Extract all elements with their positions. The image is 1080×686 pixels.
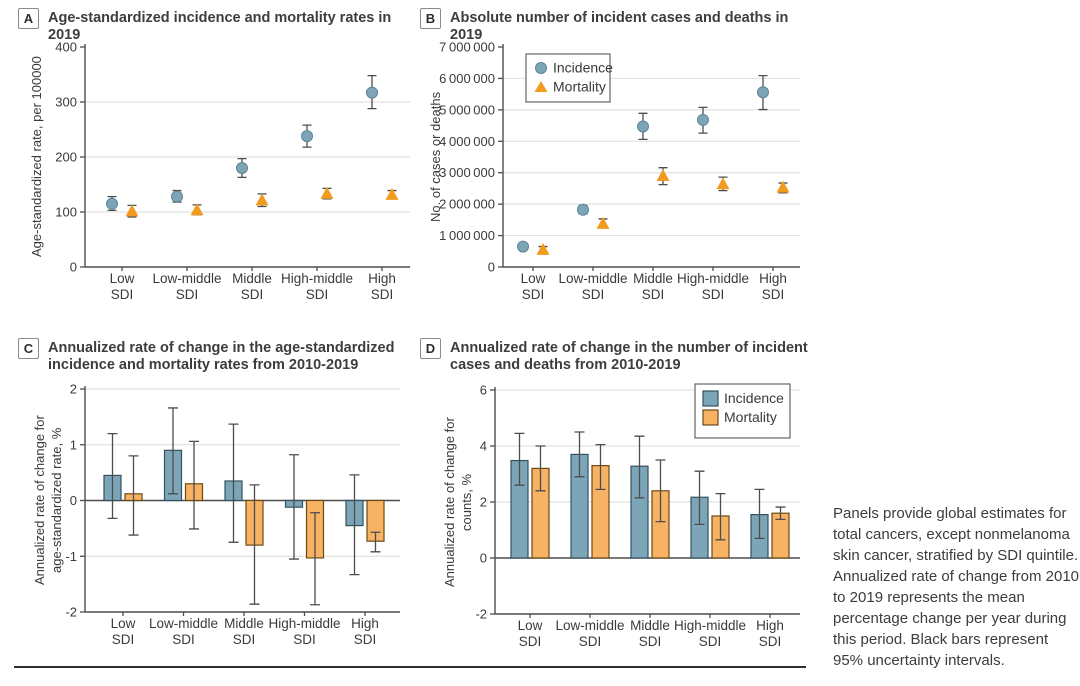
- incidence-marker: [237, 163, 248, 174]
- category-label: High-middle: [268, 616, 341, 631]
- category-label: Low-middle: [555, 618, 625, 633]
- panel-c-header: [18, 338, 420, 373]
- y-tick-label: -2: [65, 604, 77, 620]
- panel-c: [18, 338, 420, 654]
- y-tick-label: 6 000 000: [439, 70, 495, 86]
- y-tick-label: -2: [475, 606, 487, 622]
- panel-b-label: B: [420, 8, 441, 29]
- legend-incidence-icon: [703, 391, 718, 406]
- mortality-marker: [321, 187, 334, 199]
- panel-b: [420, 8, 822, 310]
- category-label: Middle: [232, 271, 272, 286]
- panel-c-label: C: [18, 338, 39, 359]
- category-label: High-middle: [673, 618, 747, 633]
- y-tick-label: 0: [69, 259, 77, 275]
- y-tick-label: 0: [487, 259, 495, 275]
- category-label: High: [756, 618, 784, 633]
- panel-c-title-line: Annualized rate of change in the age-standardized: [48, 340, 395, 356]
- mortality-marker: [537, 243, 550, 255]
- y-tick-label: -1: [65, 548, 77, 564]
- mortality-marker: [597, 217, 610, 229]
- incidence-marker: [302, 131, 313, 142]
- category-label: SDI: [293, 632, 316, 647]
- mortality-marker: [386, 188, 399, 200]
- panel-b-chart: [420, 38, 822, 310]
- category-label: Low: [110, 616, 136, 631]
- category-label: SDI: [175, 287, 199, 302]
- category-label: SDI: [638, 634, 662, 649]
- y-tick-label: 0: [479, 550, 487, 566]
- y-tick-label: 5 000 000: [439, 102, 495, 118]
- panel-b-title-line: Absolute number of incident cases and deaths in 2019: [450, 10, 789, 43]
- incidence-marker: [698, 114, 709, 125]
- category-label: High: [351, 616, 379, 631]
- panel-a-label: A: [18, 8, 39, 29]
- panel-d-title: [450, 338, 808, 373]
- panel-c-title-line: incidence and mortality rates from 2010-2019: [48, 356, 359, 373]
- category-label: SDI: [641, 287, 665, 302]
- category-label: SDI: [370, 287, 394, 302]
- y-tick-label: 2: [479, 494, 487, 510]
- y-tick-label: 200: [55, 149, 77, 165]
- category-label: SDI: [701, 287, 725, 302]
- y-tick-label: 2: [69, 382, 77, 397]
- figure-caption: Panels provide global estimates for total cancers, except nonmelanoma skin cancer, stratified by SDI quintile. Annualized rate of change from 2010 to 2019 represents the mean percentage change per year during this period. Black bars represent 95% uncertainty intervals.: [833, 505, 1079, 669]
- y-tick-label: 4: [479, 438, 487, 454]
- panel-c-chart: [18, 382, 420, 654]
- category-label: SDI: [172, 632, 195, 647]
- category-label: Low: [520, 271, 546, 286]
- mortality-marker: [657, 169, 670, 181]
- legend-mortality-label: Mortality: [553, 78, 606, 95]
- incidence-marker: [578, 204, 589, 215]
- category-label: High: [759, 271, 787, 286]
- category-label: Low-middle: [558, 271, 628, 286]
- category-label: SDI: [353, 632, 377, 647]
- panel-a-title-line: Age-standardized incidence and mortality rates in 2019: [48, 10, 392, 43]
- category-label: SDI: [240, 287, 264, 302]
- y-tick-label: 400: [55, 39, 77, 55]
- panel-d: [420, 338, 822, 654]
- panel-d-label: D: [420, 338, 441, 359]
- incidence-marker: [107, 198, 118, 209]
- y-tick-label: 3 000 000: [439, 165, 495, 181]
- category-label: SDI: [232, 632, 256, 647]
- category-label: SDI: [758, 634, 782, 649]
- y-tick-label: 100: [55, 204, 77, 220]
- y-tick-label: 1 000 000: [439, 228, 495, 244]
- category-label: SDI: [761, 287, 785, 302]
- mortality-marker: [717, 177, 730, 189]
- panel-a-chart: [18, 38, 420, 310]
- incidence-marker: [758, 87, 769, 98]
- category-label: Middle: [224, 616, 264, 631]
- panel-b-y-axis-label: No. of cases or deaths: [428, 91, 443, 223]
- incidence-marker: [172, 191, 183, 202]
- y-tick-label: 0: [69, 493, 77, 508]
- panel-c-y-axis-label: Annualized rate of change for age-standardized rate, %: [32, 415, 64, 586]
- legend-mortality-label: Mortality: [724, 409, 777, 425]
- mortality-marker: [256, 193, 269, 205]
- y-tick-label: 7 000 000: [439, 39, 495, 55]
- category-label: SDI: [110, 287, 134, 302]
- category-label: SDI: [521, 287, 545, 302]
- mortality-marker: [126, 204, 139, 216]
- category-label: SDI: [305, 287, 329, 302]
- incidence-marker: [638, 121, 649, 132]
- incidence-marker: [367, 87, 378, 98]
- category-label: Middle: [630, 618, 670, 633]
- panel-a: [18, 8, 420, 310]
- category-label: High: [368, 271, 396, 286]
- mortality-marker: [777, 181, 790, 193]
- category-label: Low-middle: [148, 616, 219, 631]
- y-tick-label: 1: [69, 437, 77, 453]
- legend-mortality-icon: [703, 410, 718, 425]
- category-label: Low: [109, 271, 135, 286]
- panel-d-title-line: Annualized rate of change in the number of incident: [450, 340, 808, 356]
- category-label: SDI: [581, 287, 605, 302]
- category-label: Middle: [633, 271, 673, 286]
- panel-d-title-line: cases and deaths from 2010-2019: [450, 356, 681, 373]
- y-tick-label: 2 000 000: [439, 196, 495, 212]
- category-label: SDI: [578, 634, 602, 649]
- panel-d-y-axis-label: Annualized rate of change for counts, %: [442, 417, 474, 587]
- category-label: Low-middle: [152, 271, 222, 286]
- y-tick-label: 300: [55, 94, 77, 110]
- y-tick-label: 4 000 000: [439, 133, 495, 149]
- incidence-marker: [518, 241, 529, 252]
- bottom-rule: [14, 666, 806, 668]
- mortality-marker: [191, 203, 204, 215]
- y-tick-label: 6: [479, 382, 487, 398]
- category-label: SDI: [111, 632, 135, 647]
- panel-d-header: [420, 338, 822, 373]
- legend-incidence-icon: [536, 63, 547, 74]
- panel-a-y-axis-label: Age-standardized rate, per 100000: [29, 56, 44, 258]
- category-label: SDI: [698, 634, 722, 649]
- category-label: SDI: [518, 634, 542, 649]
- panel-d-chart: [420, 382, 822, 654]
- category-label: High-middle: [676, 271, 750, 286]
- panel-c-title: [48, 338, 394, 373]
- category-label: High-middle: [280, 271, 354, 286]
- category-label: Low: [517, 618, 543, 633]
- legend-incidence-label: Incidence: [553, 59, 613, 76]
- legend-incidence-label: Incidence: [724, 390, 784, 406]
